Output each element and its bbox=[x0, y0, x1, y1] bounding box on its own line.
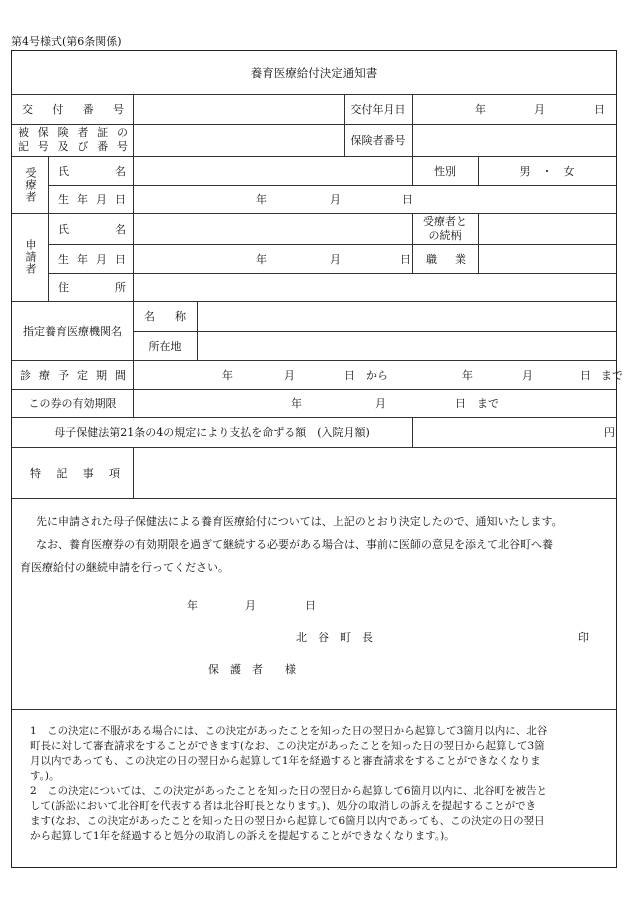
notice-form bbox=[11, 50, 623, 868]
label-kofu-date: 交付年月日 bbox=[350, 103, 406, 116]
shinsei-birth-value: 年 月 日 bbox=[256, 252, 411, 266]
form-number-label: 第4号様式(第6条関係) bbox=[11, 35, 122, 48]
label-kofu-bango: 交 付 番 号 bbox=[22, 103, 124, 116]
label-hokensha-bango: 保険者番号 bbox=[350, 134, 406, 147]
notice-line-3: 育医療給付の継続申請を行ってください。 bbox=[20, 561, 229, 574]
issue-date: 年 月 日 bbox=[187, 599, 316, 612]
note-1-line-2: 町長に対して審査請求をすることができます(なお、この決定があったことを知った日の翌日から起算して3箇 bbox=[30, 740, 545, 752]
vrule-kikan-2 bbox=[197, 301, 198, 360]
vrule-label bbox=[133, 156, 134, 301]
vrule-a bbox=[133, 94, 134, 156]
label-shinsei-shimei: 氏 名 bbox=[58, 222, 126, 236]
label-shitei-kikan: 指定養育医療機関名 bbox=[23, 324, 122, 338]
guardian-addressee: 保 護 者 様 bbox=[208, 663, 296, 676]
label-jusho: 住 所 bbox=[58, 281, 126, 294]
label-tokki-jiko: 特 記 事 項 bbox=[30, 466, 120, 480]
rule-kikan-mid bbox=[133, 331, 616, 332]
seal-mark: 印 bbox=[578, 631, 589, 644]
label-juryosha: 受療者 bbox=[24, 166, 37, 203]
label-shinryo-kikan: 診 療 予 定 期 間 bbox=[20, 368, 126, 382]
juryo-birth-value: 年 月 日 bbox=[256, 193, 413, 206]
label-shinsei-seinengappi: 生 年 月 日 bbox=[58, 252, 126, 266]
note-1-line-1: 1 この決定に不服がある場合には、この決定があったことを知った日の翌日から起算して3箇月以内に、北谷 bbox=[30, 725, 548, 737]
label-juryo-seinengappi: 生 年 月 日 bbox=[58, 193, 126, 206]
form-title: 養育医療給付決定通知書 bbox=[250, 65, 378, 80]
kofu-date-value: 年 月 日 bbox=[475, 103, 605, 116]
label-shinseisha: 申請者 bbox=[24, 239, 37, 275]
note-1-line-4: す。)。 bbox=[30, 770, 60, 782]
label-yuko-kigen: この券の有効期限 bbox=[28, 397, 117, 410]
yen-unit: 円 bbox=[604, 426, 615, 439]
vrule-tokki bbox=[133, 447, 134, 498]
rule-notice bbox=[12, 709, 616, 710]
label-shiharai-gaku: 母子保健法第21条の4の規定により支払を命ずる額 (入院月額) bbox=[54, 426, 370, 439]
label-meisho: 名 称 bbox=[144, 310, 186, 323]
notice-line-1: 先に申請された母子保健法による養育医療給付については、上記のとおり決定したので、通知いたします。 bbox=[36, 515, 563, 528]
label-juryo-shimei: 氏 名 bbox=[58, 164, 126, 178]
note-1-line-3: 月以内であっても、この決定の日の翌日から起算して1年を経過すると審査請求をすることができなくなりま bbox=[30, 755, 541, 767]
vrule-side bbox=[48, 156, 49, 301]
label-hihoken: 被 保 険 者 証 の 記 号 及 び 番 号 bbox=[18, 126, 128, 153]
label-seibetsu: 性別 bbox=[434, 164, 456, 178]
gender-options: 男 ・ 女 bbox=[519, 164, 575, 178]
mayor-title: 北 谷 町 長 bbox=[296, 631, 373, 644]
shinryo-period-value: 年 月 日 から 年 月 日 まで bbox=[222, 368, 623, 382]
vrule-zoku-2 bbox=[478, 213, 479, 273]
notice-line-2: なお、養育医療券の有効期限を過ぎて継続する必要がある場合は、事前に医師の意見を添えて北谷町へ養 bbox=[36, 538, 553, 551]
label-shokugyo: 職 業 bbox=[426, 252, 466, 266]
yuko-kigen-value: 年 月 日 まで bbox=[291, 397, 499, 410]
vrule-yen bbox=[412, 417, 413, 447]
note-2-line-3: ます(なお、この決定があったことを知った日の翌日から起算して6箇月以内であっても、この決定の日の翌日 bbox=[30, 815, 545, 827]
label-zokugara: 受療者と の続柄 bbox=[423, 214, 467, 242]
note-2-line-4: から起算して1年を経過すると処分の取消しの訴えを提起することができなくなります。)。 bbox=[30, 830, 455, 842]
rule-tokki bbox=[12, 498, 616, 499]
note-2-line-2: して(訴訟において北谷町を代表する者は北谷町長となります。)、処分の取消しの訴えを提起することができ bbox=[30, 800, 537, 812]
note-2-line-1: 2 この決定については、この決定があったことを知った日の翌日から起算して6箇月以内に、北谷町を被告と bbox=[30, 785, 548, 797]
label-shozaichi: 所在地 bbox=[148, 339, 182, 353]
